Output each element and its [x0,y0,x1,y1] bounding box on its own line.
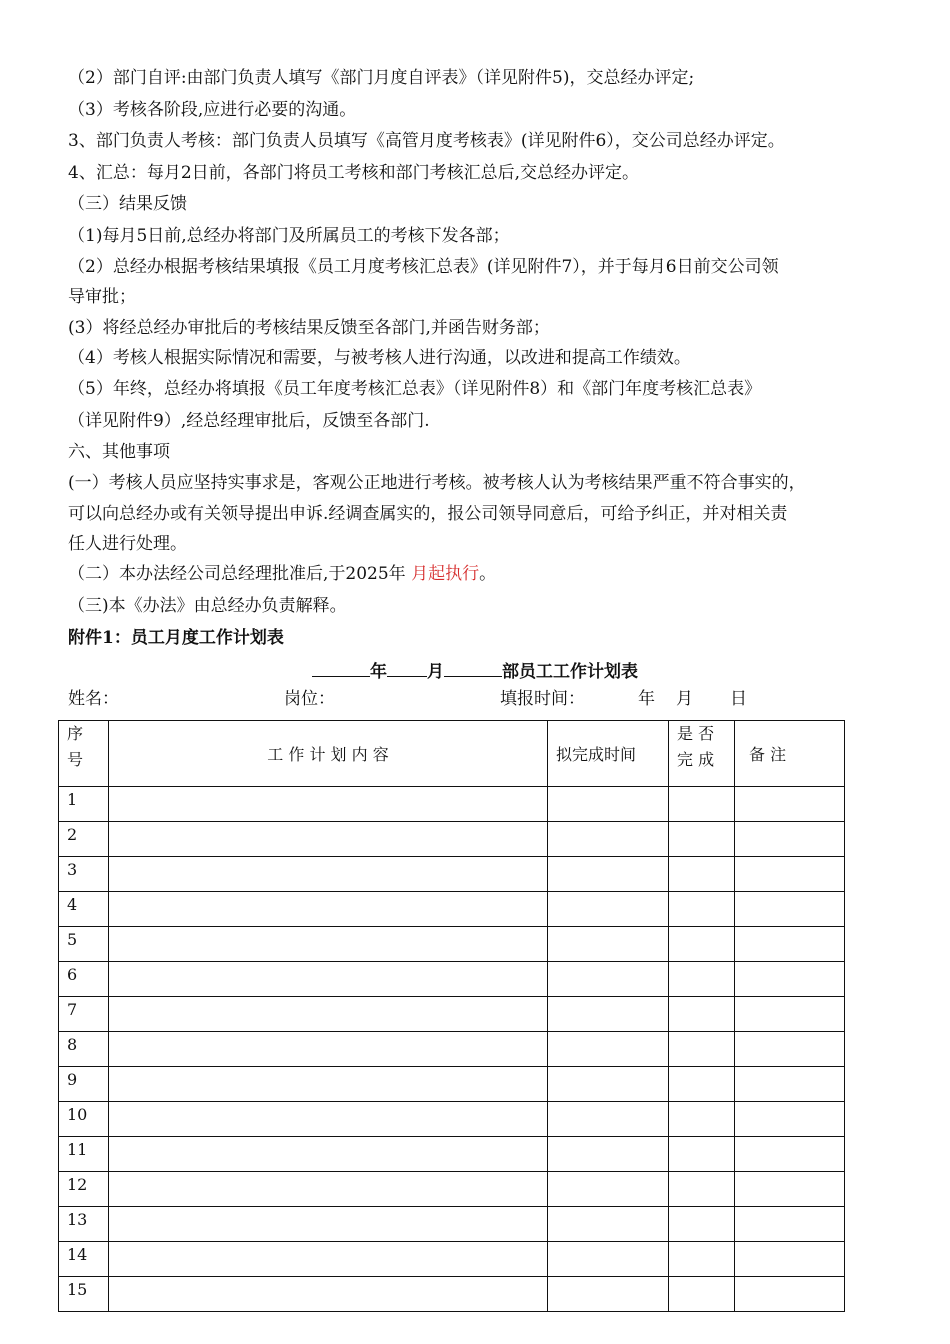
row-time-cell[interactable] [548,962,669,997]
para-14: (一）考核人员应坚持实事求是，客观公正地进行考核。被考核人认为考核结果严重不符合事实的， [68,473,806,493]
table-row [59,1067,845,1102]
table-row [59,962,845,997]
para-5: （三）结果反馈 [68,194,187,214]
row-content-cell[interactable] [109,892,548,927]
month-blank [387,658,427,677]
row-content-cell[interactable] [109,822,548,857]
table-row [59,1277,845,1312]
para-3: 3、部门负责人考核：部门负责人员填写《高管月度考核表》(详见附件6），交公司总经办评定。 [68,131,785,151]
header-seq-line2: 号 [67,750,84,769]
para-4: 4、汇总：每月2日前，各部门将员工考核和部门考核汇总后,交总经办评定。 [68,163,640,183]
row-done-cell[interactable] [669,1102,735,1137]
row-seq-cell: 9 [59,1067,109,1102]
para-13: 六、其他事项 [68,442,170,462]
row-remark-cell[interactable] [735,927,845,962]
para-16: 任人进行处理。 [68,534,187,554]
row-remark-cell[interactable] [735,1277,845,1312]
row-time-cell[interactable] [548,1277,669,1312]
row-remark-cell[interactable] [735,1137,845,1172]
form-title [0,658,950,684]
row-done-cell[interactable] [669,1172,735,1207]
para-6: （1)每月5日前,总经办将部门及所属员工的考核下发各部； [68,226,510,246]
table-row [59,927,845,962]
para-17-text: （二）本办法经公司总经理批准后,于2025年 [68,564,412,584]
row-seq-cell: 2 [59,822,109,857]
row-remark-cell[interactable] [735,1242,845,1277]
row-content-cell[interactable] [109,1032,548,1067]
row-remark-cell[interactable] [735,962,845,997]
para-18: （三)本《办法》由总经办负责解释。 [68,596,347,616]
row-content-cell[interactable] [109,1172,548,1207]
row-seq-cell: 3 [59,857,109,892]
year-blank [312,658,370,677]
row-done-cell[interactable] [669,1137,735,1172]
form-dept-title: 部员工工作计划表 [502,662,638,682]
para-17 [68,563,496,585]
row-done-cell[interactable] [669,1277,735,1312]
header-content [109,721,548,787]
date-year-label: 年 [638,689,655,709]
row-remark-cell[interactable] [735,997,845,1032]
row-seq-cell: 12 [59,1172,109,1207]
row-content-cell[interactable] [109,1242,548,1277]
row-remark-cell[interactable] [735,892,845,927]
row-content-cell[interactable] [109,1207,548,1242]
row-done-cell[interactable] [669,1032,735,1067]
attachment-title: 附件1：员工月度工作计划表 [68,628,284,648]
row-time-cell[interactable] [548,1067,669,1102]
row-time-cell[interactable] [548,892,669,927]
row-content-cell[interactable] [109,1067,548,1102]
dept-blank [444,658,502,677]
table-row [59,997,845,1032]
row-content-cell[interactable] [109,787,548,822]
row-content-cell[interactable] [109,997,548,1032]
row-time-cell[interactable] [548,997,669,1032]
row-time-cell[interactable] [548,1102,669,1137]
row-done-cell[interactable] [669,927,735,962]
row-content-cell[interactable] [109,857,548,892]
row-remark-cell[interactable] [735,1032,845,1067]
table-row [59,857,845,892]
row-done-cell[interactable] [669,1067,735,1102]
para-8: 导审批； [68,287,136,307]
row-done-cell[interactable] [669,1242,735,1277]
row-seq-cell: 15 [59,1277,109,1312]
row-seq-cell: 7 [59,997,109,1032]
row-done-cell[interactable] [669,892,735,927]
para-9: (3）将经总经办审批后的考核结果反馈至各部门,并函告财务部； [68,318,550,338]
row-remark-cell[interactable] [735,857,845,892]
row-content-cell[interactable] [109,962,548,997]
header-done [669,721,735,787]
row-seq-cell: 10 [59,1102,109,1137]
row-seq-cell: 6 [59,962,109,997]
header-time-text: 拟完成时间 [556,745,637,764]
para-1: （2）部门自评:由部门负责人填写《部门月度自评表》（详见附件5)，交总经办评定; [68,68,695,88]
header-done-line2: 完 成 [677,750,715,769]
row-content-cell[interactable] [109,1277,548,1312]
table-row [59,1242,845,1277]
row-done-cell[interactable] [669,787,735,822]
row-remark-cell[interactable] [735,1067,845,1102]
row-seq-cell: 11 [59,1137,109,1172]
para-15: 可以向总经办或有关领导提出申诉.经调查属实的，报公司领导同意后，可给予纠正，并对相关责 [68,504,788,524]
header-content-text: 工 作 计 划 内 容 [267,745,389,764]
table-row [59,1172,845,1207]
para-10: （4）考核人根据实际情况和需要，与被考核人进行沟通，以改进和提高工作绩效。 [68,348,691,368]
row-seq-cell: 13 [59,1207,109,1242]
row-time-cell[interactable] [548,857,669,892]
position-label: 岗位： [284,689,335,709]
para-2: （3）考核各阶段,应进行必要的沟通。 [68,100,357,120]
table-row [59,787,845,822]
row-time-cell[interactable] [548,1242,669,1277]
row-done-cell[interactable] [669,857,735,892]
para-7: （2）总经办根据考核结果填报《员工月度考核汇总表》(详见附件7），并于每月6日前交公司领 [68,257,779,277]
header-time [548,721,669,787]
row-content-cell[interactable] [109,1137,548,1172]
table-row [59,892,845,927]
form-month-label: 月 [427,662,444,682]
para-12: （详见附件9）,经总经理审批后，反馈至各部门. [68,411,430,431]
row-done-cell[interactable] [669,822,735,857]
row-remark-cell[interactable] [735,1207,845,1242]
header-done-line1: 是 否 [677,724,715,743]
row-time-cell[interactable] [548,1172,669,1207]
row-seq-cell: 8 [59,1032,109,1067]
row-remark-cell[interactable] [735,1102,845,1137]
row-seq-cell: 14 [59,1242,109,1277]
table-row [59,1032,845,1067]
row-content-cell[interactable] [109,927,548,962]
row-content-cell[interactable] [109,1102,548,1137]
table-row [59,1102,845,1137]
row-time-cell[interactable] [548,1207,669,1242]
row-time-cell[interactable] [548,927,669,962]
row-done-cell[interactable] [669,997,735,1032]
date-month-label: 月 [676,689,693,709]
name-label: 姓名： [68,689,119,709]
date-day-label: 日 [730,689,747,709]
row-time-cell[interactable] [548,787,669,822]
table-row [59,1207,845,1242]
fill-time-label: 填报时间： [500,689,585,709]
header-seq-line1: 序 [67,724,84,743]
table-row [59,1137,845,1172]
para-17-highlight: 月起执行 [411,564,480,584]
row-seq-cell: 5 [59,927,109,962]
row-remark-cell[interactable] [735,822,845,857]
row-seq-cell: 1 [59,787,109,822]
header-remark [735,721,845,787]
row-time-cell[interactable] [548,1137,669,1172]
row-done-cell[interactable] [669,962,735,997]
row-remark-cell[interactable] [735,1172,845,1207]
work-plan-table [58,720,845,1312]
row-seq-cell: 4 [59,892,109,927]
header-remark-text: 备 注 [749,745,787,764]
table-header-row [59,721,845,787]
row-done-cell[interactable] [669,1207,735,1242]
para-17-end: 。 [479,564,497,584]
para-11: （5）年终，总经办将填报《员工年度考核汇总表》（详见附件8）和《部门年度考核汇总表》 [68,379,762,399]
row-remark-cell[interactable] [735,787,845,822]
form-year-label: 年 [370,662,387,682]
row-time-cell[interactable] [548,822,669,857]
table-row [59,822,845,857]
header-seq [59,721,109,787]
row-time-cell[interactable] [548,1032,669,1067]
